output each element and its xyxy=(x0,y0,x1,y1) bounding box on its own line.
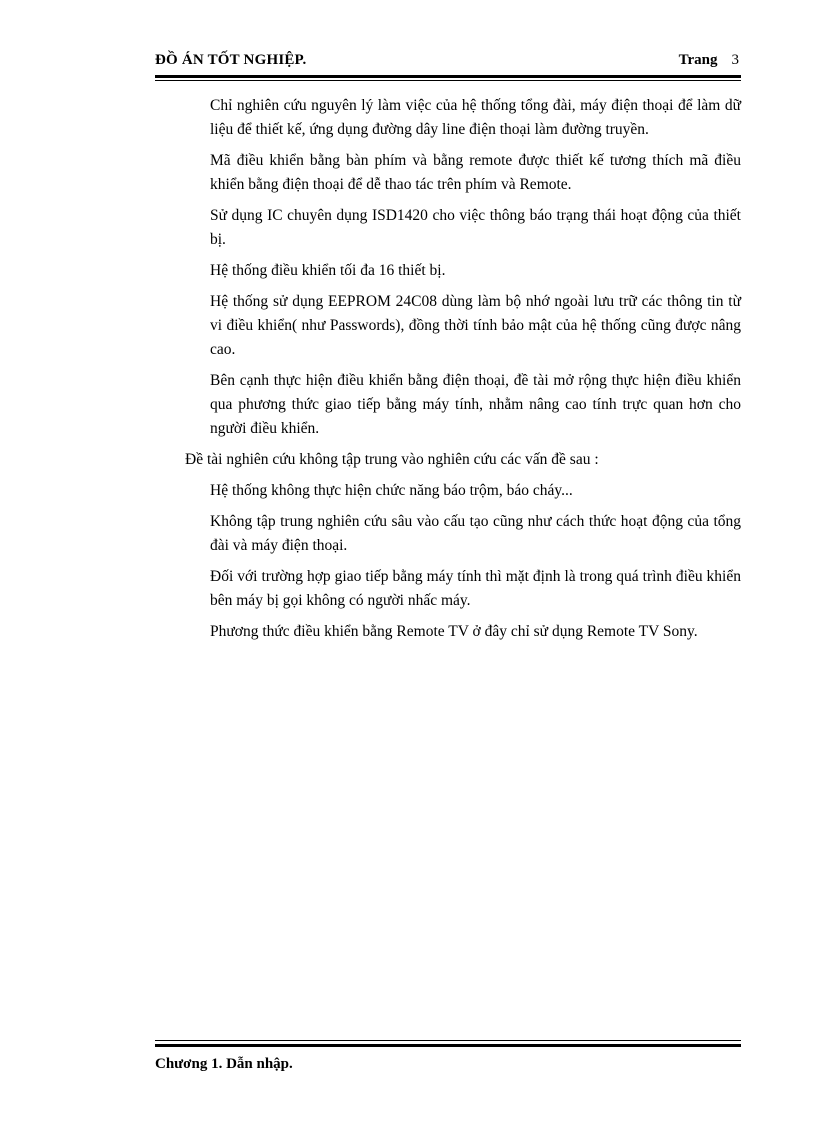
exclusion-intro: Đề tài nghiên cứu không tập trung vào nghiên cứu các vấn đề sau : xyxy=(185,451,599,468)
page-label: Trang xyxy=(678,52,718,68)
exclusion-item: Phương thức điều khiển bằng Remote TV ở đây chỉ sử dụng Remote TV Sony. xyxy=(210,623,698,640)
header-rule-thin xyxy=(155,80,741,81)
page-indicator xyxy=(679,52,739,69)
scope-item: Hệ thống sử dụng EEPROM 24C08 dùng làm bộ nhớ ngoài lưu trữ các thông tin từ vi điều khiển( như Passwords), đồng thời tính bảo mật của hệ thống cũng được nâng cao. xyxy=(210,293,741,358)
exclusion-item: Hệ thống không thực hiện chức năng báo trộm, báo cháy... xyxy=(210,482,573,499)
page-number: 3 xyxy=(731,52,739,68)
header-rule-thick xyxy=(155,75,741,78)
exclusion-item: Không tập trung nghiên cứu sâu vào cấu tạo cũng như cách thức hoạt động của tổng đài và máy điện thoại. xyxy=(210,513,741,554)
footer-rule-thick xyxy=(155,1044,741,1047)
scope-item: Hệ thống điều khiển tối đa 16 thiết bị. xyxy=(210,262,446,279)
scope-item: Mã điều khiển bằng bàn phím và bằng remote được thiết kế tương thích mã điều khiển bằng điện thoại để dễ thao tác trên phím và Remote. xyxy=(210,152,741,193)
chapter-footer: Chương 1. Dẫn nhập. xyxy=(155,1056,293,1072)
page-header xyxy=(155,52,741,74)
scope-item: Sử dụng IC chuyên dụng ISD1420 cho việc thông báo trạng thái hoạt động của thiết bị. xyxy=(210,207,741,248)
exclusion-item: Đối với trường hợp giao tiếp bằng máy tính thì mặt định là trong quá trình điều khiển bên máy bị gọi không có người nhấc máy. xyxy=(210,568,741,609)
page-body xyxy=(155,94,741,651)
scope-item: Chỉ nghiên cứu nguyên lý làm việc của hệ thống tổng đài, máy điện thoại để làm dữ liệu để thiết kế, ứng dụng đường dây line điện thoại làm đường truyền. xyxy=(210,97,741,138)
scope-item: Bên cạnh thực hiện điều khiển bằng điện thoại, đề tài mở rộng thực hiện điều khiển qua phương thức giao tiếp bằng máy tính, nhằm nâng cao tính trực quan hơn cho người điều khiển. xyxy=(210,372,741,437)
footer-rule-thin xyxy=(155,1040,741,1041)
document-title: ĐỒ ÁN TỐT NGHIỆP. xyxy=(155,52,307,68)
